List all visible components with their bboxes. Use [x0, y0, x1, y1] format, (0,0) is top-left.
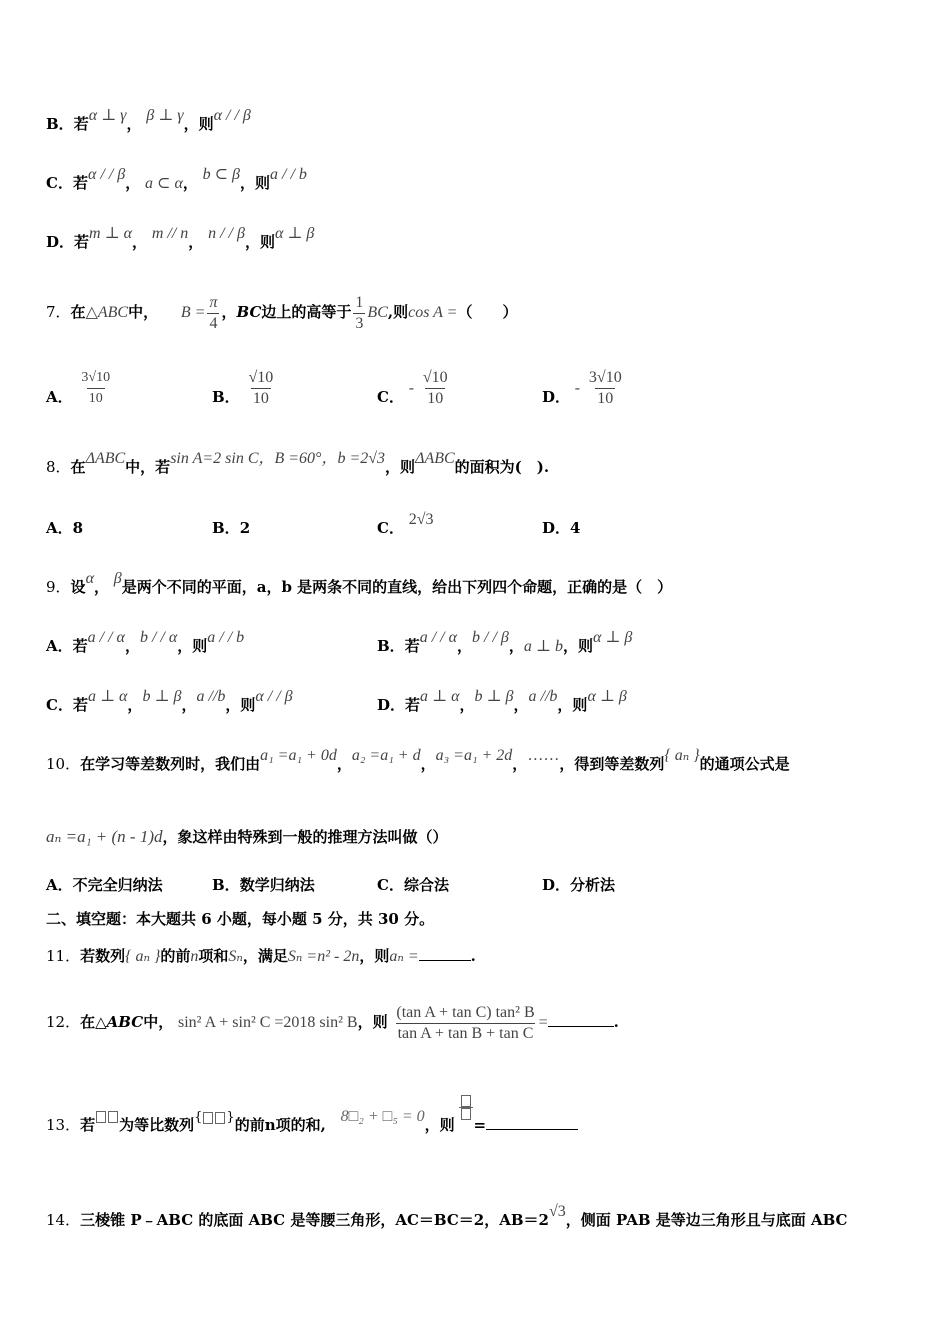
math: ……: [527, 747, 560, 764]
q9-option-a: A．若a / / α，b / / α，则a / / b: [46, 629, 245, 655]
text: ，: [182, 174, 198, 192]
answer-blank[interactable]: [486, 1129, 578, 1130]
option-label: A．: [46, 637, 73, 655]
math: α ⊥ β: [587, 688, 627, 705]
text: 若: [405, 696, 421, 714]
math: { aₙ }: [664, 747, 700, 764]
text: ，则: [240, 174, 271, 192]
math: b / / α: [139, 629, 178, 646]
option-label: B．: [212, 387, 240, 406]
q6-option-c: [46, 166, 307, 195]
section-title: 二、填空题：本大题共 6 小题，每小题 5 分，共 30 分。: [46, 910, 435, 928]
q9-option-d: D．若a ⊥ α，b ⊥ β，a //b，则α ⊥ β: [377, 688, 627, 714]
text: 若: [72, 637, 88, 655]
fraction: [421, 368, 450, 409]
text: ，则: [562, 637, 593, 655]
math: =: [538, 1014, 548, 1031]
text: .: [613, 1013, 619, 1031]
math: 8□₂ + □₅ = 0: [340, 1108, 425, 1125]
question-number: 7．: [46, 303, 71, 321]
text: ，满足: [242, 947, 288, 965]
math: n: [190, 948, 199, 965]
question-7: [46, 290, 517, 335]
q7-option-b: [212, 368, 277, 409]
option-value: 不完全归纳法: [72, 876, 163, 894]
numerator: √10: [422, 369, 448, 386]
math: B =: [180, 304, 206, 321]
question-number: 11．: [46, 947, 81, 965]
text: ，: [126, 115, 142, 133]
numerator: 1: [355, 293, 364, 311]
text: ，: [132, 233, 148, 251]
text: 若: [72, 174, 88, 192]
numerator: √10: [248, 369, 274, 386]
math: aₙ =a₁ + (n - 1)d: [46, 827, 163, 846]
math: cos A =: [408, 304, 458, 321]
q6-option-d: [46, 225, 315, 254]
q8-option-b: [212, 517, 250, 539]
text: 为等比数列: [119, 1116, 195, 1134]
text: 若: [404, 637, 420, 655]
text: （ ）: [457, 303, 518, 321]
math: a / / α: [419, 629, 457, 646]
option-label: A．: [46, 876, 73, 894]
option-label: A．: [46, 519, 73, 537]
text: ，则: [385, 458, 416, 476]
option-label: C．: [46, 696, 73, 714]
text: 的面积为( ).: [454, 458, 550, 476]
option-value: 分析法: [570, 876, 616, 894]
text: ，象这样由特殊到一般的推理方法叫做（）: [162, 828, 448, 846]
math: Sₙ =n² - 2n: [287, 948, 360, 965]
option-value: 8: [72, 519, 84, 537]
math: m // n: [151, 225, 189, 242]
text: ，则: [244, 233, 275, 251]
text: 边上的高等于: [261, 303, 352, 321]
question-12: [46, 1000, 619, 1045]
q7-option-c: [377, 368, 452, 409]
denominator: 3: [355, 314, 364, 332]
text: 的前: [234, 1116, 265, 1134]
math: BC: [367, 304, 388, 321]
text: ，则: [424, 1116, 455, 1134]
option-label: A．: [46, 387, 73, 406]
text: ，: [188, 233, 204, 251]
option-label: B．: [377, 637, 405, 655]
q9-option-c: C．若a ⊥ α，b ⊥ β，a //b，则α / / β: [46, 688, 293, 714]
numerator: 3√10: [588, 369, 622, 386]
option-value: 数学归纳法: [239, 876, 315, 894]
sign: -: [574, 379, 581, 397]
math: b ⊂ β: [202, 166, 241, 183]
text: ，侧面 PAB 是等边三角形且与底面 ABC: [565, 1211, 848, 1229]
math: BC: [236, 303, 262, 321]
glyph-fraction-icon: [459, 1095, 473, 1120]
option-value: 2√3: [408, 511, 434, 528]
math: a / / b: [207, 629, 245, 646]
math: a₁ =a₁ + 0d: [260, 747, 337, 764]
question-number: 14．: [46, 1211, 81, 1229]
question-11: [46, 945, 476, 968]
math: sin A=2 sin C，B =60°，b =2√3: [170, 450, 386, 467]
question-10: 10．在学习等差数列时，我们由a₁ =a₁ + 0d，a₂ =a₁ + d，a₃ =a₁ + 2d，……，得到等差数列{ aₙ }的通项公式是: [46, 747, 790, 773]
q9-option-b: B．若a / / α，b / / β，a ⊥ b，则α ⊥ β: [377, 629, 633, 655]
numerator: π: [209, 293, 218, 311]
option-value: 综合法: [403, 876, 449, 894]
option-label: D．: [46, 233, 75, 251]
denominator: 10: [87, 388, 105, 409]
fraction-1-3: [353, 293, 365, 334]
option-label: D．: [377, 696, 406, 714]
math: Sₙ: [228, 948, 243, 965]
text: ，: [125, 174, 141, 192]
text: ，: [221, 303, 237, 321]
question-number: 12．: [46, 1013, 81, 1031]
denominator: 10: [427, 390, 444, 407]
denominator: 10: [597, 390, 614, 407]
text: 在: [70, 458, 86, 476]
text: 在△: [80, 1013, 107, 1031]
math: β ⊥ γ: [146, 107, 184, 124]
sign: -: [408, 379, 415, 397]
math: n: [264, 1116, 276, 1134]
q10-option-a: [46, 874, 163, 896]
text: 项和: [198, 947, 229, 965]
math: √3: [549, 1203, 566, 1220]
math: b / / β: [472, 629, 509, 646]
option-label: C．: [46, 174, 73, 192]
fraction-tan: [394, 1003, 536, 1044]
option-label: C．: [377, 876, 404, 894]
seq-brace-icon: { }: [194, 1110, 235, 1125]
question-number: 8．: [46, 458, 71, 476]
option-label: D．: [542, 387, 571, 406]
text: 设: [70, 578, 86, 596]
question-number: 9．: [46, 578, 71, 596]
text: ，: [93, 578, 109, 596]
math: β: [113, 570, 122, 587]
math: ΔABC: [415, 450, 455, 467]
math: α ⊥ γ: [88, 107, 127, 124]
math: a //b: [528, 688, 558, 705]
question-9: [46, 570, 673, 599]
option-label: B．: [212, 519, 240, 537]
text: ，得到等差数列: [559, 755, 665, 773]
text: .: [470, 947, 476, 965]
math: α / / β: [213, 107, 251, 124]
math: α / / β: [87, 166, 126, 183]
math: α: [85, 570, 94, 587]
math: a ⊂ α: [145, 175, 183, 192]
q10-option-b: [212, 874, 315, 896]
question-10-cont: [46, 826, 448, 848]
numerator: 3√10: [81, 370, 111, 385]
text: ，则: [183, 115, 214, 133]
q8-option-c: [377, 511, 434, 540]
q8-option-a: [46, 517, 83, 539]
math: a ⊥ α: [87, 688, 128, 705]
question-number: 10．: [46, 755, 81, 773]
math: aₙ =: [389, 948, 419, 965]
text: 三棱锥 P﹣ABC 的底面 ABC 是等腰三角形，AC＝BC＝2，AB＝2: [80, 1211, 549, 1229]
text: 的通项公式是: [699, 755, 790, 773]
text: ，则: [177, 637, 208, 655]
text: ，则: [557, 696, 588, 714]
math: α / / β: [255, 688, 293, 705]
text: ，则: [357, 1013, 388, 1031]
math: a ⊥ α: [420, 688, 460, 705]
text: 中，: [128, 303, 159, 321]
math: b ⊥ β: [474, 688, 514, 705]
math: n / / β: [208, 225, 245, 242]
text: 项的和,: [275, 1116, 326, 1134]
text: 在: [70, 303, 86, 321]
math: ΔABC: [85, 450, 126, 467]
q10-option-d: [542, 874, 615, 896]
option-value: 2: [239, 519, 251, 537]
fraction-pi-4: [207, 293, 219, 334]
text: 若: [72, 696, 88, 714]
math: m ⊥ α: [89, 225, 133, 242]
fraction: [79, 368, 112, 409]
q7-option-a: [46, 368, 114, 409]
placeholder-glyph-icon: [95, 1107, 119, 1125]
option-label: B．: [46, 115, 74, 133]
q8-option-d: [542, 517, 580, 539]
option-label: B．: [212, 876, 240, 894]
text: ，则: [359, 947, 390, 965]
math: a₂ =a₁ + d: [351, 747, 421, 764]
math: a / / b: [270, 166, 307, 183]
math: α ⊥ β: [592, 629, 633, 646]
math: a₃ =a₁ + 2d: [435, 747, 513, 764]
text: 中，若: [125, 458, 171, 476]
text: ，则: [225, 696, 256, 714]
option-label: C．: [377, 387, 404, 406]
q10-option-c: [377, 874, 449, 896]
math: a ⊥ b: [523, 638, 563, 655]
math: a / / α: [87, 629, 125, 646]
text: 是两个不同的平面，a，b 是两条不同的直线，给出下列四个命题，正确的是（ ）: [121, 578, 673, 596]
text: 若数列: [80, 947, 126, 965]
text: ,则: [387, 303, 409, 321]
denominator: 4: [209, 314, 218, 332]
question-13: [46, 1108, 578, 1138]
option-label: C．: [377, 519, 404, 537]
question-number: 13．: [46, 1116, 81, 1134]
math: α ⊥ β: [274, 225, 315, 242]
math: △ABC: [85, 304, 129, 321]
math: b ⊥ β: [142, 688, 182, 705]
math: { aₙ }: [125, 948, 161, 965]
math: a //b: [196, 688, 226, 705]
text: 的前: [160, 947, 191, 965]
denominator: 10: [252, 390, 269, 407]
text: 若: [80, 1116, 96, 1134]
text: 若: [74, 233, 90, 251]
text: 在学习等差数列时，我们由: [80, 755, 261, 773]
answer-blank[interactable]: [548, 1026, 614, 1027]
option-value: 4: [570, 519, 581, 537]
numerator: (tan A + tan C) tan² B: [396, 1003, 535, 1021]
text: =: [473, 1116, 487, 1134]
fraction: [587, 368, 624, 409]
math: sin² A + sin² C =2018 sin² B: [177, 1014, 358, 1031]
fraction: [246, 368, 275, 409]
option-label: D．: [542, 519, 571, 537]
q7-option-d: [542, 368, 626, 409]
text: 若: [73, 115, 89, 133]
question-8: [46, 450, 550, 479]
option-label: D．: [542, 876, 571, 894]
denominator: tan A + tan B + tan C: [397, 1024, 534, 1042]
question-14: [46, 1203, 848, 1232]
math: ABC: [106, 1013, 144, 1031]
answer-blank[interactable]: [419, 960, 471, 961]
text: 中，: [143, 1013, 174, 1031]
q6-option-b: [46, 107, 251, 136]
